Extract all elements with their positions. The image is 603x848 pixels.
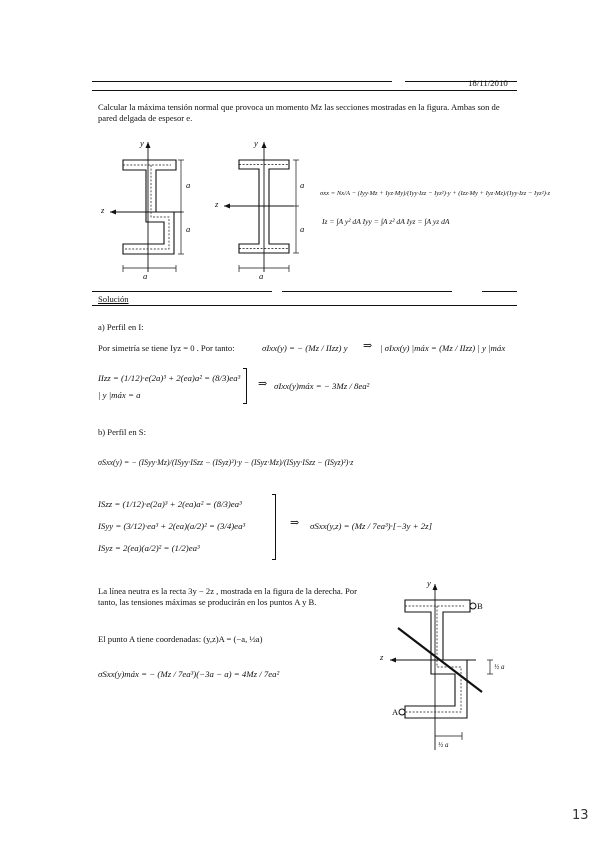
page-mark: 13 [572,808,589,823]
part-a-intro: Por simetría se tiene Iyz = 0 . Por tanto: [98,343,235,353]
i-fig-a-label-2: a [300,224,305,234]
part-a-implies-2: ⇒ [258,378,268,390]
part-b-iyy: ISyy = (3/12)·ea³ + 2(ea)(a/2)² = (3/4)ea³ [98,521,246,531]
part-a-ymax: | y |máx = a [98,390,141,400]
header-date: 18/11/2010 [468,78,508,88]
s-fig-y-label: y [140,138,144,148]
part-a-implies: ⇒ [363,340,373,352]
part-b-brace [272,494,276,560]
part-b-neutral-text: La línea neutra es la recta 3y − 2z , mostrada en la figura de la derecha. Por tanto, las tensiones máximas se producirán en los puntos A y B. [98,586,357,607]
figure-i-section [222,138,312,280]
s-fig-a-label-3: a [143,271,148,281]
i-fig-a-label-1: a [300,180,305,190]
solution-rule-top-right [282,291,452,292]
header-rule-left [92,81,392,82]
part-a-brace [243,368,247,404]
part-a-sigma: σIxx(y) = − (Mz / IIzz) y [262,343,348,353]
solution-rule-bottom [92,305,517,306]
formula-sigma: σxx = Nx/A − (Iyy·Mz + Iyz·My)/(Iyy·Izz − Iyz²)·y + (Izz·My + Iyz·Mz)/(Iyy·Izz − Iyz²)·z [320,190,551,197]
part-a-izz: IIzz = (1/12)·e(2a)³ + 2(ea)a² = (8/3)ea³ [98,373,241,383]
part-b-implies: ⇒ [290,517,300,529]
s-fig-a-label-2: a [186,224,191,234]
s-fig-a-label-1: a [186,180,191,190]
i-fig-a-label-3: a [259,271,264,281]
part-a-result: σIxx(y)máx = − 3Mz / 8ea² [274,381,370,391]
header-rule-under [92,90,517,91]
part-b-heading: b) Perfil en S: [98,427,146,437]
solution-rule-top-far [482,291,517,292]
part-b-sigma: σSxx(y) = − (ISyy·Mz)/(ISyy·ISzz − (ISyz)²)·y − (ISyz·Mz)/(ISyy·ISzz − (ISyz)²)·z [98,458,354,467]
part-b-final: σSxx(y)máx = − (Mz / 7ea³)(−3a − a) = 4Mz / 7ea² [98,669,280,679]
solution-rule-top [92,291,272,292]
neutral-fig-y-label: y [427,578,431,588]
figure-s-section [108,138,200,280]
neutral-fig-half-a-right: ½ a [494,663,505,671]
part-b-result: σSxx(y,z) = (Mz / 7ea³)·[−3y + 2z] [310,521,433,531]
solution-title: Solución [98,294,129,304]
i-fig-y-label: y [254,138,258,148]
part-b-iyz: ISyz = 2(ea)(a/2)² = (1/2)ea³ [98,543,200,553]
part-b-point-a: El punto A tiene coordenadas: (y,z)A = (−a, ½a) [98,634,263,644]
part-a-sigma-max: | σIxx(y) |máx = (Mz / IIzz) | y |máx [380,343,506,353]
problem-statement: Calcular la máxima tensión normal que provoca un momento Mz las secciones mostradas en la figura. Ambas son de pared delgada de espesor e. [98,102,500,123]
point-a-label: A [392,707,399,717]
s-fig-z-label: z [101,205,105,215]
part-b-izz: ISzz = (1/12)·e(2a)³ + 2(ea)a² = (8/3)ea³ [98,499,242,509]
neutral-fig-z-label: z [380,652,384,662]
i-fig-z-label: z [215,199,219,209]
formula-inertia: Iz = ∫A y² dA Iyy = ∫A z² dA Iyz = ∫A yz dA [322,217,450,226]
part-a-heading: a) Perfil en I: [98,322,144,332]
neutral-fig-half-a-bottom: ½ a [438,741,449,749]
point-b-label: B [477,601,483,611]
